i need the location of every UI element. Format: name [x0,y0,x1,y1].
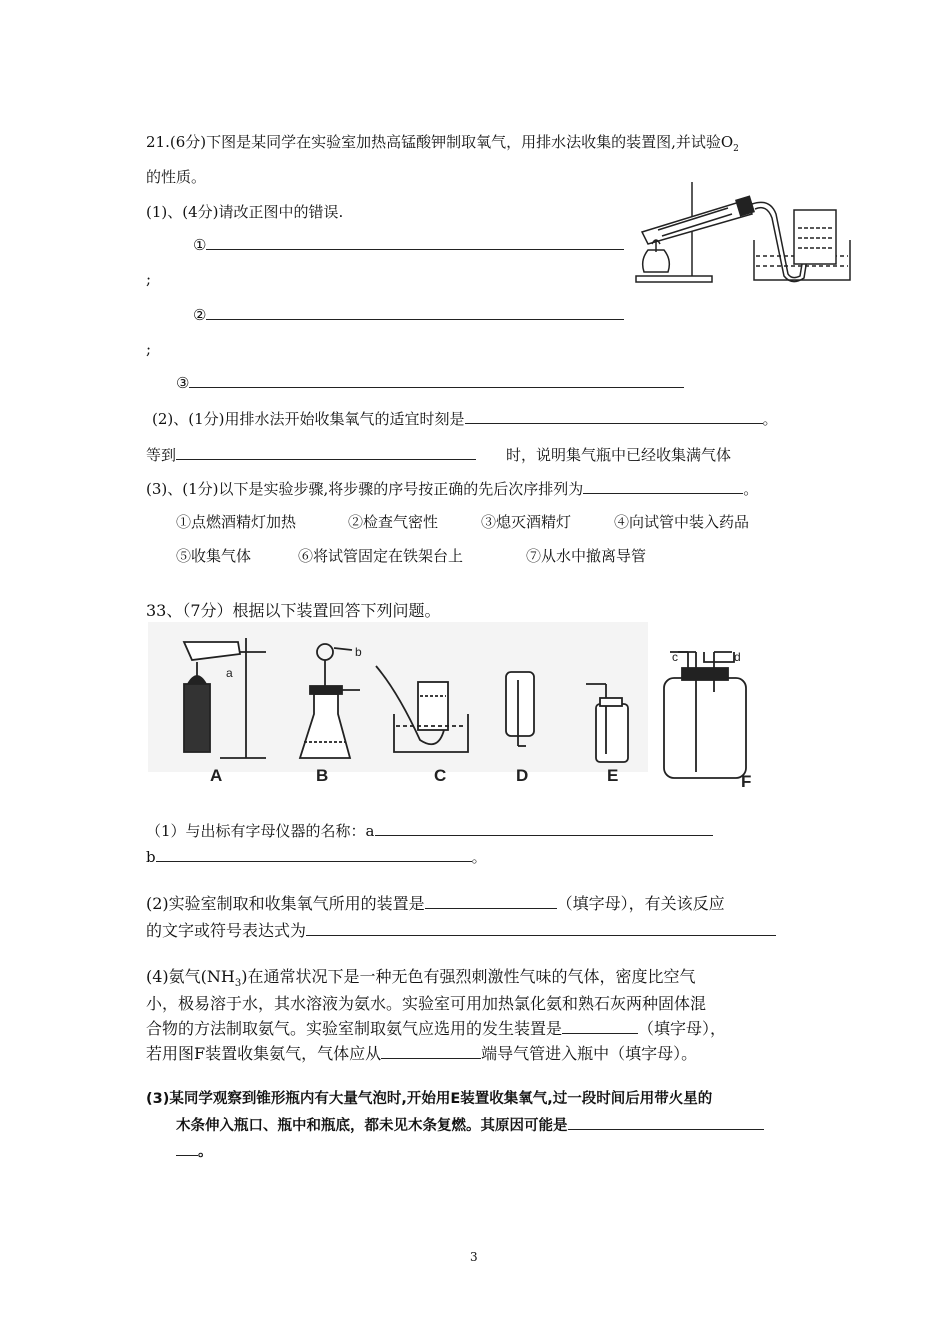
q33-part3-end: 。 [198,1144,213,1160]
q21-intro-line2: 的性质。 [146,168,207,186]
q21-step-7: ⑦从水中撤离导管 [526,547,647,565]
q33-part1-b: b [146,848,156,866]
q21-step-6: ⑥将试管固定在铁架台上 [298,547,464,565]
q21-part2-line2 [146,444,731,465]
q21-blank1-label: ① [193,236,207,254]
q21-apparatus-figure [628,180,854,288]
q33-part2-c: 的文字或符号表达式为 [146,921,307,940]
q33-part2-line2 [146,918,776,941]
label-B: B [316,766,329,785]
q21-blank2-line[interactable] [206,305,624,320]
q21-part2b-blank[interactable] [176,445,476,460]
o2-subscript: 2 [733,144,739,154]
q21-blank1-row [193,235,624,254]
label-D: D [516,766,529,785]
q33-part4-d: （填字母）， [638,1019,727,1038]
q33-part2-expr-blank[interactable] [306,921,776,936]
q21-part2b-start: 等到 [146,446,177,464]
q21-semicolon1: ; [146,270,152,288]
q33-part4-line4 [146,1041,697,1064]
q33-part2-line1 [146,891,725,914]
q33-part1-end: 。 [471,848,487,866]
q33-part1-blank-b[interactable] [156,847,472,862]
q33-part4-f: 端导气管进入瓶中（填字母）。 [481,1044,698,1063]
q33-part4-blank1[interactable] [562,1019,638,1034]
q33-part3-line3 [176,1140,213,1161]
q33-part4-b: )在通常状况下是一种无色有强烈刺激性气味的气体，密度比空气 [241,967,696,986]
q33-part4-c: 合物的方法制取氨气。实验室制取氨气应选用的发生装置是 [146,1019,563,1038]
q21-blank3-label: ③ [176,374,190,392]
q21-part2-text: (2)、(1分)用排水法开始收集氧气的适宜时刻是 [152,410,465,428]
q33-part2-a: (2)实验室制取和收集氧气所用的装置是 [146,894,425,913]
q33-part4-line2: 小，极易溶于水，其水溶液为氨水。实验室可用加热氯化氨和熟石灰两种固体混 [146,994,707,1013]
q33-part4-blank2[interactable] [381,1044,481,1059]
q21-part3-blank[interactable] [583,479,743,494]
q21-part3 [146,478,758,499]
q21-part3-text: (3)、(1分)以下是实验步骤,将步骤的序号按正确的先后次序排列为 [146,480,584,498]
q33-part1-blank-a[interactable] [375,821,713,836]
q21-blank3-row [176,373,684,392]
label-C: C [434,766,447,785]
q21-intro-line1 [146,131,739,154]
q21-semicolon2: ; [146,340,152,358]
tag-b: b [355,645,362,659]
q21-blank2-row [193,305,624,324]
q21-step-4: ④向试管中装入药品 [614,513,750,531]
q33-part2-blank[interactable] [425,894,557,909]
q33-part3-line1: (3)某同学观察到锥形瓶内有大量气泡时,开始用E装置收集氧气,过一段时间后用带火星的 [146,1091,713,1107]
label-A: A [210,766,223,785]
q21-step-1: ①点燃酒精灯加热 [176,513,297,531]
q21-part2-blank[interactable] [465,409,763,424]
q33-part4-line1 [146,964,696,989]
q21-step-3: ③熄灭酒精灯 [481,513,572,531]
q21-part2-line1 [152,408,778,429]
q21-part1: (1)、(4分)请改正图中的错误. [146,203,344,221]
tag-a: a [226,666,233,680]
q33-part4-a: (4)氨气(NH [146,967,235,986]
label-E: E [607,766,619,785]
page-number: 3 [470,1250,478,1264]
q33-part3-blank-cont[interactable] [176,1141,198,1156]
q33-part3-blank[interactable] [568,1115,764,1130]
q33-part3-line2 [176,1114,764,1135]
q33-part4-e: 若用图F装置收集氨气，气体应从 [146,1044,382,1063]
q33-part1-line1 [146,820,713,841]
label-F: F [741,772,752,791]
q33-part1-line2 [146,846,487,867]
q21-blank3-line[interactable] [189,373,684,388]
q21-intro-text: 21.(6分)下图是某同学在实验室加热高锰酸钾制取氧气，用排水法收集的装置图,并试验O [146,133,734,151]
q21-part2b-end: 时，说明集气瓶中已经收集满气体 [506,446,732,464]
q21-blank1-line[interactable] [206,235,624,250]
tag-d: d [734,650,741,664]
q33-part2-b: （填字母），有关该反应 [556,894,725,913]
q21-part2-end: 。 [762,410,778,428]
q33-title: 33、（7分）根据以下装置回答下列问题。 [146,601,441,620]
q21-step-5: ⑤收集气体 [176,547,252,565]
q21-step-2: ②检查气密性 [348,513,439,531]
q33-part4-line3 [146,1016,726,1039]
q33-apparatus-figure [148,622,778,792]
q21-blank2-label: ② [193,306,207,324]
nh3-subscript: 3 [234,978,242,990]
q33-part1-text: （1）与出标有字母仪器的名称：a [146,822,375,840]
tag-c: c [672,650,678,664]
q33-part3-text: 木条伸入瓶口、瓶中和瓶底，都未见木条复燃。其原因可能是 [176,1118,568,1134]
q21-part3-end: 。 [743,480,759,498]
